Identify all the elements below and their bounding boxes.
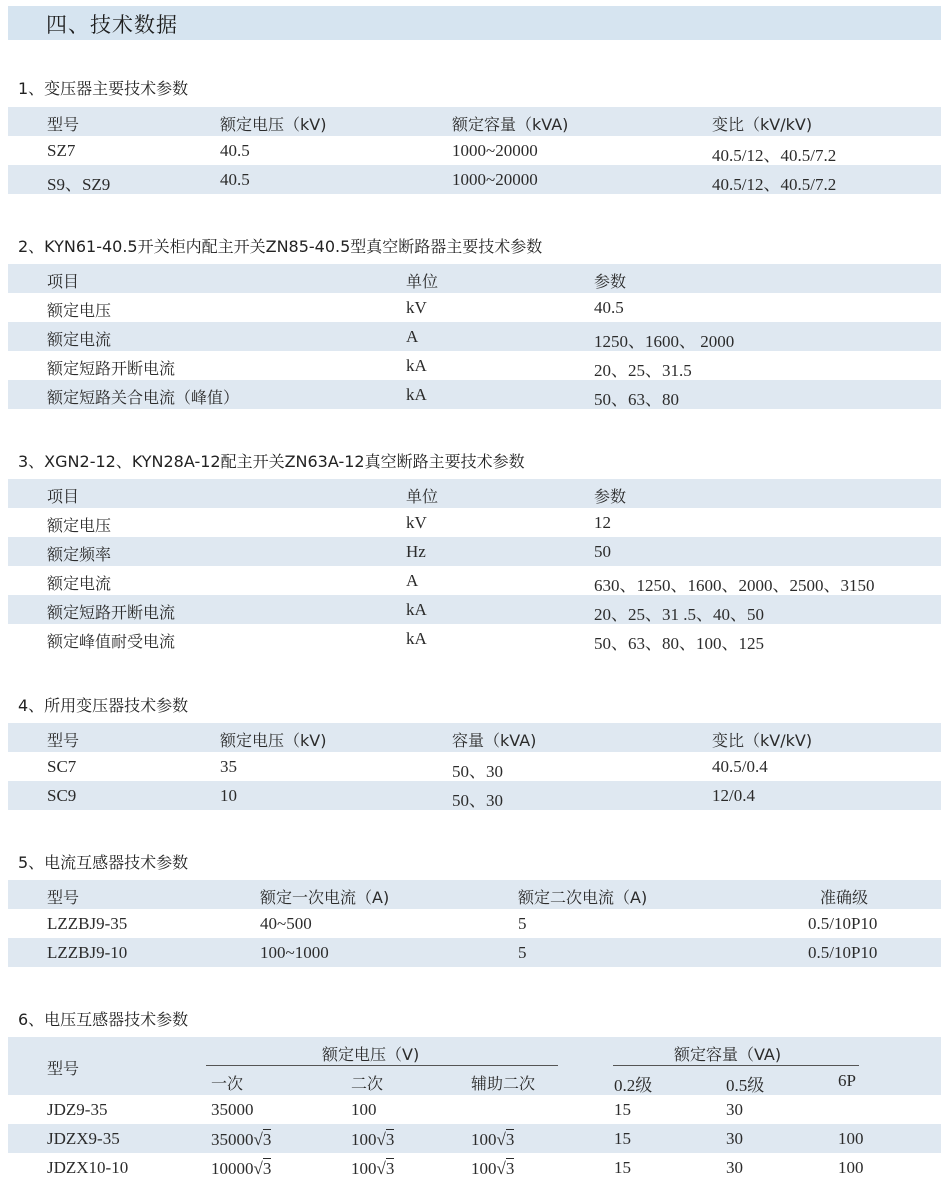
table-cell: 15 (614, 1100, 631, 1119)
header-cell: 参数 (594, 487, 627, 506)
header-cell: 单位 (406, 487, 439, 506)
table-row (8, 380, 941, 409)
header-cell: 准确级 (820, 888, 869, 907)
table-cell: JDZX10-10 (47, 1158, 129, 1177)
table-cell: 40.5/12、40.5/7.2 (712, 146, 837, 165)
table-header-row (8, 107, 941, 136)
table-cell: kA (406, 600, 427, 619)
table-cell: A (406, 327, 419, 346)
table-row (8, 537, 941, 566)
table-cell: 额定短路开断电流 (47, 603, 176, 622)
header-cell: 容量（kVA) (452, 731, 537, 750)
table-header-row (8, 723, 941, 752)
section-3-title: 3、XGN2-12、KYN28A-12配主开关ZN63A-12真空断路主要技术参数 (18, 452, 525, 471)
table-cell: 100√3 (351, 1130, 395, 1149)
table-row (8, 1095, 941, 1124)
table-row (8, 165, 941, 194)
table-cell: 额定频率 (47, 545, 112, 564)
page-title: 四、技术数据 (46, 13, 178, 37)
header-cell: 一次 (211, 1074, 244, 1093)
header-cell: 变比（kV/kV) (712, 115, 813, 134)
table-cell: 额定短路开断电流 (47, 359, 176, 378)
table-cell: 1250、1600、 2000 (594, 332, 735, 351)
table-cell: kV (406, 298, 427, 317)
voltage-transformer-table (8, 1095, 941, 1182)
table-cell: 40.5/12、40.5/7.2 (712, 175, 837, 194)
header-cell: 型号 (47, 888, 80, 907)
header-cell: 变比（kV/kV) (712, 731, 813, 750)
table-cell: 50 (594, 542, 611, 561)
table-cell: 10 (220, 786, 237, 805)
section-4-title: 4、所用变压器技术参数 (18, 696, 189, 715)
table-cell: 1000~20000 (452, 141, 538, 160)
table-cell: 40.5 (220, 170, 250, 189)
header-cell: 参数 (594, 272, 627, 291)
table-row (8, 595, 941, 624)
table-cell: 12/0.4 (712, 786, 755, 805)
header-cell: 0.5级 (726, 1076, 765, 1095)
table-cell: 额定峰值耐受电流 (47, 632, 176, 651)
table-cell: Hz (406, 542, 426, 561)
table-cell: 30 (726, 1158, 743, 1177)
header-cell: 型号 (47, 1059, 80, 1078)
table-header-row (8, 264, 941, 293)
table-cell: 40.5 (594, 298, 624, 317)
table-cell: 15 (614, 1129, 631, 1148)
table-cell: 100 (838, 1158, 864, 1177)
table-cell: 100 (838, 1129, 864, 1148)
group-divider (206, 1065, 558, 1066)
header-cell: 额定电压（kV) (220, 115, 327, 134)
table-cell: 0.5/10P10 (808, 943, 878, 962)
table-cell: 20、25、31.5 (594, 361, 692, 380)
table-row (8, 1153, 941, 1182)
table-cell: 50、30 (452, 762, 503, 781)
sqrt-3: √3 (496, 1130, 515, 1149)
table-cell: 50、63、80、100、125 (594, 634, 764, 653)
table-cell: LZZBJ9-35 (47, 914, 128, 933)
table-cell: S9、SZ9 (47, 175, 111, 194)
table-cell: 20、25、31 .5、40、50 (594, 605, 764, 624)
header-cell: 6P (838, 1071, 856, 1090)
table-cell: 额定电流 (47, 574, 112, 593)
table-cell: 35000√3 (211, 1130, 272, 1149)
table-cell: 630、1250、1600、2000、2500、3150 (594, 576, 875, 595)
header-group-capacity: 额定容量（VA) (674, 1045, 782, 1064)
table-cell: kA (406, 629, 427, 648)
header-cell: 项目 (47, 272, 80, 291)
header-cell: 额定电压（kV) (220, 731, 327, 750)
sqrt-3: √3 (376, 1159, 395, 1178)
station-transformer-table (8, 723, 941, 810)
table-row (8, 781, 941, 810)
header-cell: 单位 (406, 272, 439, 291)
table-cell: 100 (351, 1100, 377, 1119)
table-cell: 30 (726, 1100, 743, 1119)
header-cell: 二次 (351, 1074, 384, 1093)
breaker-40-5-table (8, 264, 941, 409)
table-header-row (8, 479, 941, 508)
table-cell: 100√3 (471, 1130, 515, 1149)
sqrt-3: √3 (253, 1130, 272, 1149)
table-cell: 30 (726, 1129, 743, 1148)
table-cell: 35 (220, 757, 237, 776)
table-cell: 5 (518, 943, 527, 962)
table-cell: 额定电压 (47, 516, 112, 535)
table-row (8, 322, 941, 351)
sqrt-3: √3 (253, 1159, 272, 1178)
table-cell: 额定电压 (47, 301, 112, 320)
table-cell: 10000√3 (211, 1159, 272, 1178)
table-row (8, 752, 941, 781)
table-row (8, 1124, 941, 1153)
header-cell: 型号 (47, 731, 80, 750)
table-cell: 100~1000 (260, 943, 329, 962)
table-cell: 1000~20000 (452, 170, 538, 189)
current-transformer-table (8, 880, 941, 967)
table-cell: 40.5 (220, 141, 250, 160)
section-6-title: 6、电压互感器技术参数 (18, 1010, 189, 1029)
table-cell: kA (406, 356, 427, 375)
voltage-transformer-header (8, 1037, 941, 1095)
header-cell: 额定容量（kVA) (452, 115, 569, 134)
table-cell: SC7 (47, 757, 77, 776)
table-row (8, 136, 941, 165)
sqrt-3: √3 (376, 1130, 395, 1149)
table-cell: 100√3 (471, 1159, 515, 1178)
table-cell: 15 (614, 1158, 631, 1177)
table-header-row (8, 880, 941, 909)
table-cell: kV (406, 513, 427, 532)
table-cell: LZZBJ9-10 (47, 943, 128, 962)
section-2-title: 2、KYN61-40.5开关柜内配主开关ZN85-40.5型真空断路器主要技术参数 (18, 237, 543, 256)
table-cell: 0.5/10P10 (808, 914, 878, 933)
header-cell: 型号 (47, 115, 80, 134)
table-row (8, 293, 941, 322)
table-cell: JDZ9-35 (47, 1100, 108, 1119)
table-cell: kA (406, 385, 427, 404)
table-row (8, 508, 941, 537)
sqrt-3: √3 (496, 1159, 515, 1178)
table-row (8, 624, 941, 653)
header-cell: 项目 (47, 487, 80, 506)
table-cell: SC9 (47, 786, 77, 805)
table-cell: JDZX9-35 (47, 1129, 120, 1148)
table-cell: 额定电流 (47, 330, 112, 349)
header-cell: 额定一次电流（A) (260, 888, 390, 907)
transformer-table (8, 107, 941, 194)
table-cell: 100√3 (351, 1159, 395, 1178)
header-cell: 辅助二次 (471, 1074, 536, 1093)
section-1-title: 1、变压器主要技术参数 (18, 79, 189, 98)
table-row (8, 351, 941, 380)
group-divider (613, 1065, 859, 1066)
header-group-voltage: 额定电压（V) (322, 1045, 420, 1064)
table-cell: 12 (594, 513, 611, 532)
table-cell: 5 (518, 914, 527, 933)
table-row (8, 909, 941, 938)
header-cell: 0.2级 (614, 1076, 653, 1095)
table-cell: 35000 (211, 1100, 254, 1119)
table-cell: 40~500 (260, 914, 312, 933)
breaker-12-table (8, 479, 941, 653)
table-cell: 40.5/0.4 (712, 757, 768, 776)
section-5-title: 5、电流互感器技术参数 (18, 853, 189, 872)
table-cell: SZ7 (47, 141, 76, 160)
header-cell: 额定二次电流（A) (518, 888, 648, 907)
table-row (8, 566, 941, 595)
table-cell: 50、30 (452, 791, 503, 810)
table-row (8, 938, 941, 967)
table-cell: A (406, 571, 419, 590)
table-cell: 50、63、80 (594, 390, 679, 409)
table-cell: 额定短路关合电流（峰值） (47, 388, 240, 407)
